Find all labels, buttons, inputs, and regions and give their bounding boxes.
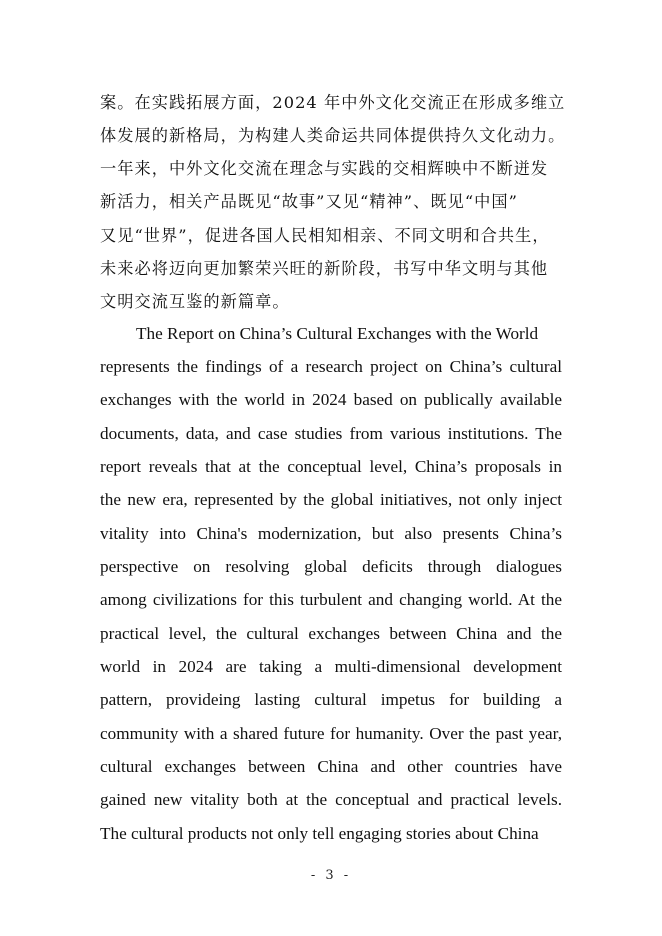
zh-line: 案。在实践拓展方面，2024 年中外文化交流正在形成多维立 bbox=[100, 93, 566, 112]
en-line: The cultural products not only tell engaging stories about China bbox=[100, 824, 539, 843]
en-line: among civilizations for this turbulent and changing world. At the bbox=[100, 590, 562, 609]
en-line: represents the findings of a research project on China’s cultural bbox=[100, 357, 562, 376]
en-line: documents, data, and case studies from various institutions. The bbox=[100, 424, 562, 443]
en-line: gained new vitality both at the conceptual and practical levels. bbox=[100, 790, 562, 809]
en-line: world in 2024 are taking a multi-dimensional development bbox=[100, 657, 562, 676]
en-line: perspective on resolving global deficits through dialogues bbox=[100, 557, 562, 576]
zh-line: 文明交流互鉴的新篇章。 bbox=[100, 292, 290, 311]
en-line: exchanges with the world in 2024 based on publically available bbox=[100, 390, 562, 409]
en-line: report reveals that at the conceptual level, China’s proposals in bbox=[100, 457, 562, 476]
zh-line: 体发展的新格局，为构建人类命运共同体提供持久文化动力。 bbox=[100, 126, 566, 145]
en-line: practical level, the cultural exchanges between China and the bbox=[100, 624, 562, 643]
page-number: - 3 - bbox=[310, 868, 352, 883]
zh-line: 新活力，相关产品既见“故事”又见“精神”、既见“中国” bbox=[100, 192, 518, 211]
en-line: The Report on China’s Cultural Exchanges with the World bbox=[136, 324, 539, 343]
en-line: community with a shared future for humanity. Over the past year, bbox=[100, 724, 562, 743]
en-line: the new era, represented by the global initiatives, not only inject bbox=[100, 490, 562, 509]
zh-line: 又见“世界”，促进各国人民相知相亲、不同文明和合共生， bbox=[100, 226, 550, 245]
en-line: cultural exchanges between China and other countries have bbox=[100, 757, 562, 776]
zh-line: 未来必将迈向更加繁荣兴旺的新阶段，书写中华文明与其他 bbox=[100, 259, 549, 278]
zh-line: 一年来，中外文化交流在理念与实践的交相辉映中不断迸发 bbox=[100, 159, 549, 178]
en-line: pattern, provideing lasting cultural impetus for building a bbox=[100, 690, 562, 709]
en-line: vitality into China's modernization, but also presents China’s bbox=[100, 524, 562, 543]
